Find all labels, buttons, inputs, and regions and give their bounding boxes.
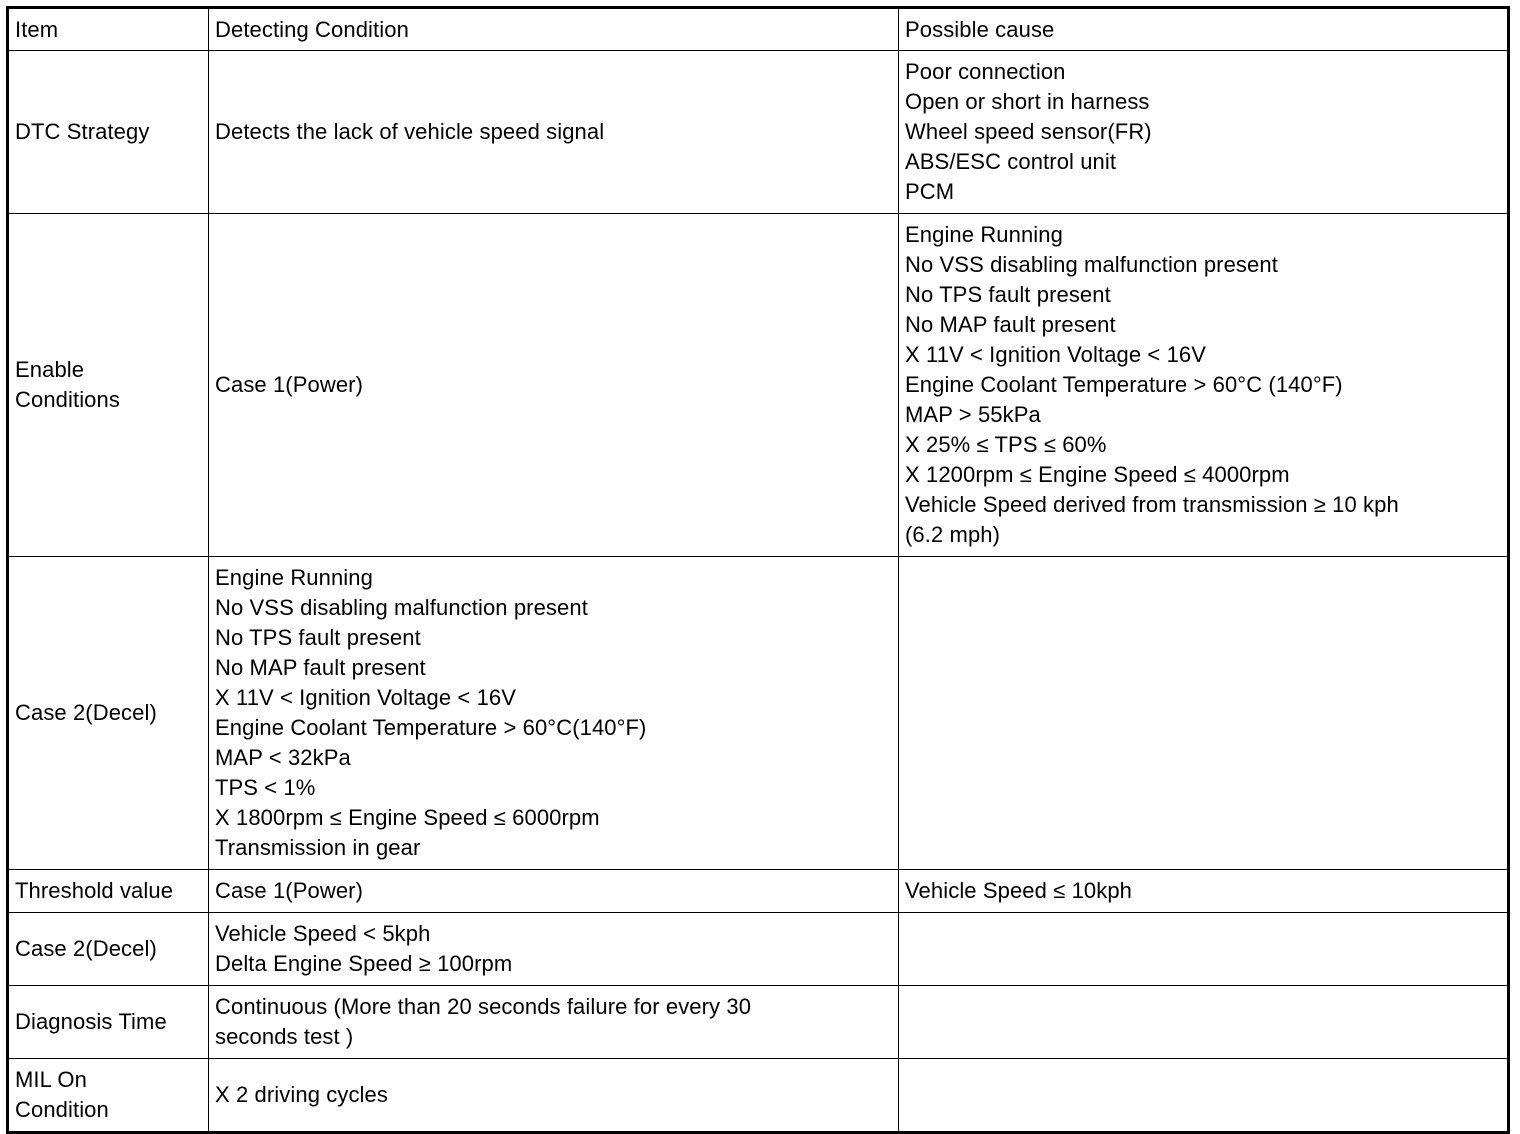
cell-possible-cause: Engine Running No VSS disabling malfunction present No TPS fault present No MAP fault present X 11V < Ignition Voltage < 16V Engine Coolant Temperature > 60°C (140°F) MAP > 55kPa X 25% ≤ TPS ≤ 60% X 1200rpm ≤ Engine Speed ≤ 4000rpm Vehicle Speed derived from transmission ≥ 10 kph (6.2 mph) — [899, 214, 1509, 557]
cell-possible-cause — [899, 913, 1509, 986]
header-detecting-condition: Detecting Condition — [209, 8, 899, 51]
cell-possible-cause — [899, 1059, 1509, 1133]
cell-item: Enable Conditions — [8, 214, 209, 557]
table-row — [8, 913, 1509, 986]
header-possible-cause: Possible cause — [899, 8, 1509, 51]
cell-possible-cause: Vehicle Speed ≤ 10kph — [899, 870, 1509, 913]
cell-possible-cause — [899, 986, 1509, 1059]
table-row — [8, 51, 1509, 214]
dtc-spec-table — [6, 6, 1510, 1134]
cell-detecting-condition: Case 1(Power) — [209, 870, 899, 913]
header-item: Item — [8, 8, 209, 51]
cell-item: Case 2(Decel) — [8, 557, 209, 870]
cell-detecting-condition: Engine Running No VSS disabling malfunction present No TPS fault present No MAP fault present X 11V < Ignition Voltage < 16V Engine Coolant Temperature > 60°C(140°F) MAP < 32kPa TPS < 1% X 1800rpm ≤ Engine Speed ≤ 6000rpm Transmission in gear — [209, 557, 899, 870]
cell-detecting-condition: Vehicle Speed < 5kph Delta Engine Speed ≥ 100rpm — [209, 913, 899, 986]
table-row — [8, 870, 1509, 913]
cell-possible-cause: Poor connection Open or short in harness Wheel speed sensor(FR) ABS/ESC control unit PCM — [899, 51, 1509, 214]
cell-detecting-condition: Case 1(Power) — [209, 214, 899, 557]
cell-detecting-condition: X 2 driving cycles — [209, 1059, 899, 1133]
table-row — [8, 1059, 1509, 1133]
cell-item: Case 2(Decel) — [8, 913, 209, 986]
table-row — [8, 214, 1509, 557]
cell-item: MIL On Condition — [8, 1059, 209, 1133]
cell-possible-cause — [899, 557, 1509, 870]
cell-detecting-condition: Continuous (More than 20 seconds failure for every 30 seconds test ) — [209, 986, 899, 1059]
table-row — [8, 557, 1509, 870]
cell-item: DTC Strategy — [8, 51, 209, 214]
table-row — [8, 986, 1509, 1059]
table-header-row — [8, 8, 1509, 51]
cell-item: Diagnosis Time — [8, 986, 209, 1059]
cell-item: Threshold value — [8, 870, 209, 913]
cell-detecting-condition: Detects the lack of vehicle speed signal — [209, 51, 899, 214]
